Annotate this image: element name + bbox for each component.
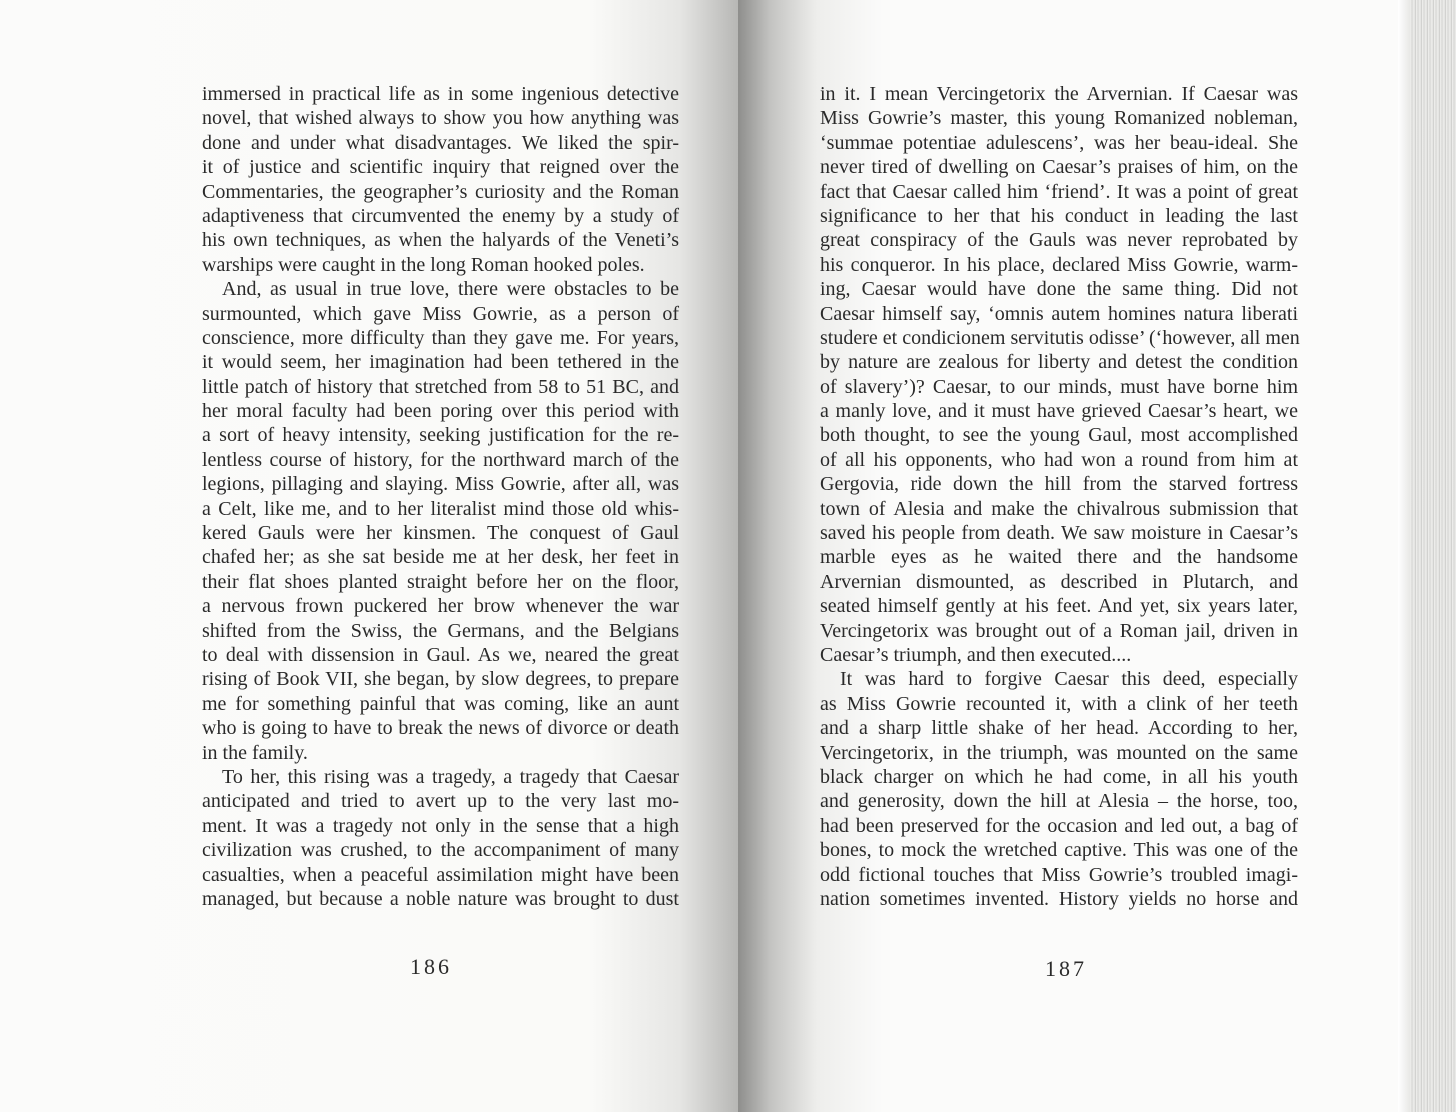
text-line: nation sometimes invented. History yields no horse and — [820, 887, 1298, 910]
text-line: and a sharp little shake of her head. According to her, — [820, 717, 1298, 740]
text-line: adaptiveness that circumvented the enemy by a study of — [202, 204, 679, 227]
text-line: it would seem, her imagination had been tethered in the — [202, 351, 679, 374]
text-line: significance to her that his conduct in leading the last — [820, 204, 1298, 227]
text-line: rising of Book VII, she began, by slow degrees, to prepare — [202, 668, 679, 691]
text-line: ment. It was a tragedy not only in the sense that a high — [202, 814, 679, 837]
text-line: his conqueror. In his place, declared Miss Gowrie, warm- — [820, 253, 1298, 276]
text-line: done and under what disadvantages. We liked the spir- — [202, 131, 679, 154]
text-line: Gergovia, ride down the hill from the starved fortress — [820, 473, 1298, 496]
text-line: studere et condicionem servitutis odisse’ (‘however, all men — [820, 326, 1300, 349]
text-line: a Celt, like me, and to her literalist mind those old whis- — [202, 497, 679, 520]
text-line: legions, pillaging and slaying. Miss Gowrie, after all, was — [202, 473, 679, 496]
text-line: To her, this rising was a tragedy, a tragedy that Caesar — [222, 765, 679, 788]
text-line: of slavery’)? Caesar, to our minds, must have borne him — [820, 375, 1298, 398]
text-line: kered Gauls were her kinsmen. The conquest of Gaul — [202, 522, 679, 545]
text-line: It was hard to forgive Caesar this deed, especially — [840, 668, 1298, 691]
right-page-text — [820, 82, 1298, 911]
text-line: Vercingetorix, in the triumph, was mounted on the same — [820, 741, 1298, 764]
text-line: me for something painful that was coming, like an aunt — [202, 692, 679, 715]
text-line: shifted from the Swiss, the Germans, and the Belgians — [202, 619, 679, 642]
page-number-left: 186 — [410, 954, 452, 979]
text-line: anticipated and tried to avert up to the very last mo- — [202, 790, 679, 813]
text-line: of all his opponents, who had won a round from him at — [820, 448, 1298, 471]
text-line: immersed in practical life as in some ingenious detective — [202, 83, 679, 105]
text-line: a nervous frown puckered her brow whenever the war — [202, 595, 679, 618]
text-line: managed, but because a noble nature was brought to dust — [202, 887, 679, 910]
text-line: little patch of history that stretched from 58 to 51 BC, and — [202, 375, 679, 398]
page-number-right: 187 — [1045, 956, 1087, 981]
text-line: marble eyes as he waited there and the handsome — [820, 546, 1298, 569]
text-line: lentless course of history, for the northward march of the — [202, 448, 679, 471]
text-line: in it. I mean Vercingetorix the Arvernian. If Caesar was — [820, 83, 1298, 105]
text-line: fact that Caesar called him ‘friend’. It was a point of great — [820, 180, 1298, 203]
text-line: as Miss Gowrie recounted it, with a clink of her teeth — [820, 692, 1298, 715]
text-line: Caesar himself say, ‘omnis autem homines natura liberati — [820, 302, 1298, 325]
text-line: seated himself gently at his feet. And yet, six years later, — [820, 595, 1298, 618]
text-line: who is going to have to break the news of divorce or death — [202, 717, 679, 740]
text-line: never tired of dwelling on Caesar’s praises of him, on the — [820, 156, 1298, 179]
text-line: odd fictional touches that Miss Gowrie’s troubled imagi- — [820, 863, 1298, 886]
text-line: his own techniques, as when the halyards of the Veneti’s — [202, 229, 679, 252]
text-line: And, as usual in true love, there were obstacles to be — [222, 278, 679, 301]
left-page-text — [202, 82, 679, 911]
text-line: had been preserved for the occasion and led out, a bag of — [820, 814, 1298, 837]
text-line: Miss Gowrie’s master, this young Romanized nobleman, — [820, 107, 1298, 130]
text-line: Vercingetorix was brought out of a Roman jail, driven in — [820, 619, 1298, 642]
text-line: their flat shoes planted straight before her on the floor, — [202, 570, 679, 593]
text-line: warships were caught in the long Roman hooked poles. — [202, 253, 645, 276]
text-line: surmounted, which gave Miss Gowrie, as a person of — [202, 302, 679, 325]
text-line: Commentaries, the geographer’s curiosity and the Roman — [202, 180, 679, 203]
text-line: conscience, more difficulty than they gave me. For years, — [202, 326, 679, 349]
text-line: ‘summae potentiae adulescens’, was her beau-ideal. She — [820, 131, 1298, 154]
text-line: both thought, to see the young Gaul, most accomplished — [820, 424, 1298, 447]
text-line: a manly love, and it must have grieved Caesar’s heart, we — [820, 400, 1298, 423]
text-line: ing, Caesar would have done the same thing. Did not — [820, 278, 1298, 301]
text-line: Caesar’s triumph, and then executed.... — [820, 643, 1132, 666]
text-line: bones, to mock the wretched captive. This was one of the — [820, 839, 1298, 862]
text-line: Arvernian dismounted, as described in Plutarch, and — [820, 570, 1298, 593]
text-line: great conspiracy of the Gauls was never reprobated by — [820, 229, 1298, 252]
page-edge-stack — [1398, 0, 1456, 1112]
text-line: to deal with dissension in Gaul. As we, neared the great — [202, 643, 679, 666]
text-line: by nature are zealous for liberty and detest the condition — [820, 351, 1298, 374]
text-line: a sort of heavy intensity, seeking justification for the re- — [202, 424, 679, 447]
text-line: her moral faculty had been poring over this period with — [202, 400, 679, 423]
text-line: casualties, when a peaceful assimilation might have been — [202, 863, 679, 886]
text-line: town of Alesia and make the chivalrous submission that — [820, 497, 1298, 520]
text-line: civilization was crushed, to the accompaniment of many — [202, 839, 679, 862]
text-line: and generosity, down the hill at Alesia – the horse, too, — [820, 790, 1298, 813]
text-line: saved his people from death. We saw moisture in Caesar’s — [820, 522, 1298, 545]
text-line: novel, that wished always to show you how anything was — [202, 107, 679, 130]
text-line: in the family. — [202, 741, 308, 764]
text-line: black charger on which he had come, in all his youth — [820, 765, 1298, 788]
text-line: chafed her; as she sat beside me at her desk, her feet in — [202, 546, 679, 569]
text-line: it of justice and scientific inquiry that reigned over the — [202, 156, 679, 179]
